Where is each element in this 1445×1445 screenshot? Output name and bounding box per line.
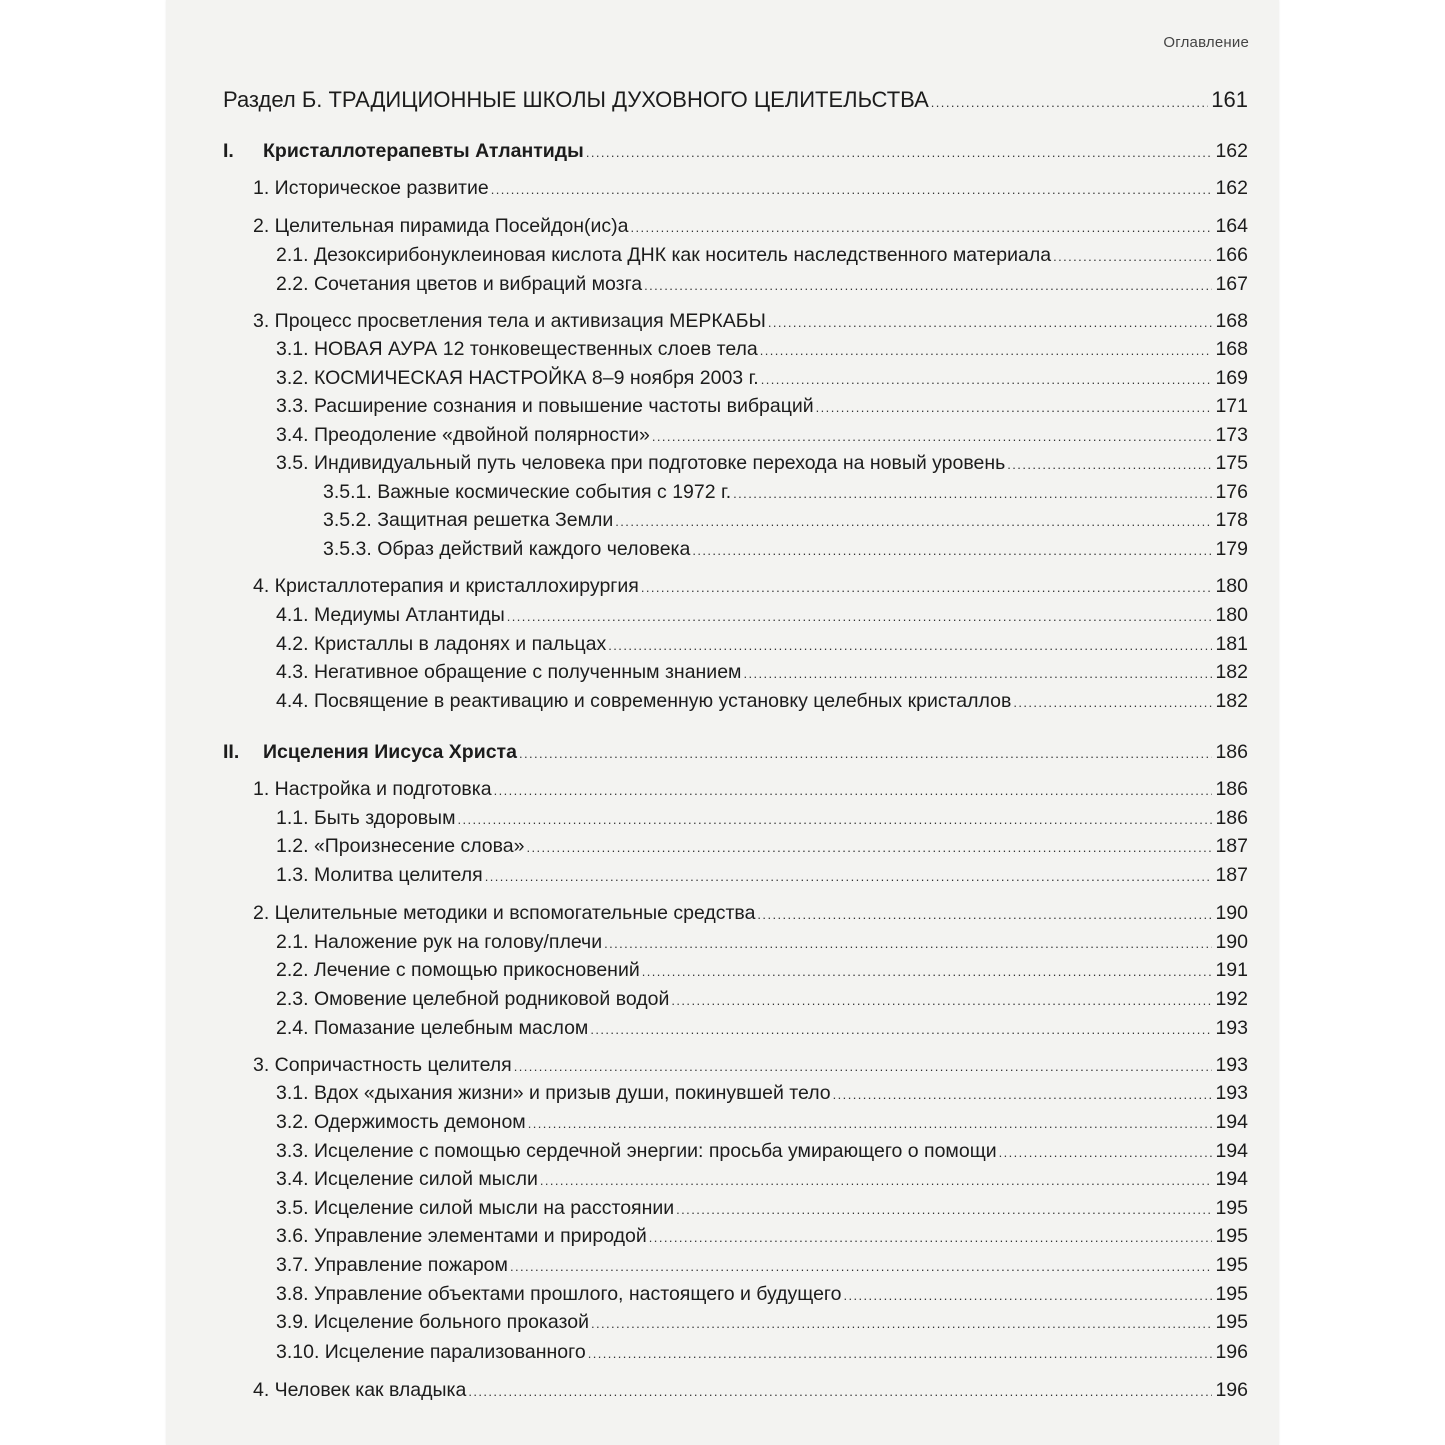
dot-leader — [1053, 245, 1212, 269]
toc-entry-page-number: 194 — [1215, 1111, 1248, 1133]
toc-entry[interactable] — [253, 574, 1248, 600]
toc-entry[interactable] — [223, 88, 1248, 115]
toc-entry-title: 3.5.3. Образ действий каждого человека — [323, 538, 691, 560]
toc-entry-number: I. — [223, 140, 234, 162]
toc-entry-title: 4.3. Негативное обращение с полученным знанием — [276, 661, 742, 683]
dot-leader — [1013, 691, 1212, 715]
dot-leader — [760, 339, 1213, 363]
dot-leader — [510, 1255, 1213, 1279]
toc-entry-page-number: 195 — [1215, 1254, 1248, 1276]
toc-entry[interactable] — [276, 603, 1248, 629]
toc-entry[interactable] — [253, 309, 1248, 335]
dot-leader — [494, 779, 1213, 803]
toc-entry-page-number: 191 — [1215, 959, 1248, 981]
toc-entry-page-number: 182 — [1215, 690, 1248, 712]
toc-entry[interactable] — [276, 1110, 1248, 1136]
dot-leader — [485, 865, 1213, 889]
toc-entry[interactable] — [276, 1016, 1248, 1042]
toc-entry-title: 4.4. Посвящение в реактивацию и современную установку целебных кристаллов — [276, 690, 1012, 712]
toc-entry-page-number: 168 — [1215, 338, 1248, 360]
toc-entry-page-number: 180 — [1215, 575, 1248, 597]
toc-entry-page-number: 196 — [1215, 1341, 1248, 1363]
toc-entry[interactable] — [253, 1053, 1248, 1079]
toc-entry-page-number: 186 — [1215, 807, 1248, 829]
toc-entry-page-number: 166 — [1215, 244, 1248, 266]
toc-entry-title: 1. Историческое развитие — [253, 177, 489, 199]
toc-entry-page-number: 190 — [1215, 931, 1248, 953]
toc-entry-page-number: 187 — [1215, 835, 1248, 857]
toc-entry-page-number: 194 — [1215, 1140, 1248, 1162]
toc-entry-page-number: 193 — [1215, 1017, 1248, 1039]
dot-leader — [642, 960, 1213, 984]
toc-entry-page-number: 162 — [1215, 140, 1248, 162]
dot-leader — [999, 1141, 1213, 1165]
toc-entry[interactable] — [276, 337, 1248, 363]
dot-leader — [843, 1284, 1212, 1308]
dot-leader — [507, 605, 1213, 629]
toc-entry-title: 3.9. Исцеление больного проказой — [276, 1311, 589, 1333]
toc-entry[interactable] — [223, 139, 1248, 165]
toc-entry-title: Раздел Б. ТРАДИЦИОННЫЕ ШКОЛЫ ДУХОВНОГО ЦЕЛИТЕЛЬСТВА — [223, 87, 929, 112]
toc-entry-page-number: 162 — [1215, 177, 1248, 199]
toc-entry[interactable] — [276, 930, 1248, 956]
toc-entry[interactable] — [276, 1139, 1248, 1165]
toc-entry-page-number: 186 — [1215, 741, 1248, 763]
dot-leader — [588, 1342, 1213, 1366]
toc-entry-page-number: 173 — [1215, 424, 1248, 446]
dot-leader — [816, 396, 1213, 420]
toc-entry-title: 2. Целительные методики и вспомогательные средства — [253, 902, 756, 924]
dot-leader — [491, 178, 1213, 202]
toc-entry[interactable] — [276, 243, 1248, 269]
toc-entry-title: 3.8. Управление объектами прошлого, настоящего и будущего — [276, 1283, 842, 1305]
toc-entry-page-number: 193 — [1215, 1082, 1248, 1104]
toc-entry[interactable] — [253, 1378, 1248, 1404]
toc-entry-title: 3.10. Исцеление парализованного — [276, 1341, 586, 1363]
toc-entry[interactable] — [276, 689, 1248, 715]
toc-entry[interactable] — [276, 1224, 1248, 1250]
dot-leader — [540, 1169, 1213, 1193]
dot-leader — [649, 1226, 1213, 1250]
toc-entry-page-number: 186 — [1215, 778, 1248, 800]
dot-leader — [692, 539, 1212, 563]
table-of-contents — [166, 0, 1279, 1445]
dot-leader — [608, 634, 1212, 658]
dot-leader — [931, 91, 1209, 115]
toc-entry-title: 3.6. Управление элементами и природой — [276, 1225, 647, 1247]
toc-entry[interactable] — [323, 480, 1248, 506]
toc-entry-title: 2. Целительная пирамида Посейдон(ис)а — [253, 215, 629, 237]
dot-leader — [591, 1312, 1212, 1336]
toc-entry-title: Кристаллотерапевты Атлантиды — [263, 140, 584, 162]
dot-leader — [757, 903, 1212, 927]
dot-leader — [676, 1198, 1212, 1222]
toc-entry[interactable] — [276, 1253, 1248, 1279]
toc-entry-page-number: 168 — [1215, 310, 1248, 332]
toc-entry[interactable] — [276, 660, 1248, 686]
toc-entry-page-number: 179 — [1215, 538, 1248, 560]
dot-leader — [761, 368, 1213, 392]
dot-leader — [641, 576, 1213, 600]
dot-leader — [768, 311, 1213, 335]
dot-leader — [733, 482, 1212, 506]
toc-entry[interactable] — [276, 834, 1248, 860]
dot-leader — [743, 662, 1212, 686]
toc-entry-page-number: 180 — [1215, 604, 1248, 626]
toc-entry[interactable] — [253, 214, 1248, 240]
toc-entry-title: 4. Кристаллотерапия и кристаллохирургия — [253, 575, 639, 597]
toc-entry-page-number: 182 — [1215, 661, 1248, 683]
toc-entry-page-number: 195 — [1215, 1197, 1248, 1219]
toc-entry[interactable] — [276, 1282, 1248, 1308]
toc-entry-page-number: 187 — [1215, 864, 1248, 886]
toc-entry-page-number: 195 — [1215, 1311, 1248, 1333]
dot-leader — [514, 1055, 1213, 1079]
toc-entry-title: 3.3. Исцеление с помощью сердечной энергии: просьба умирающего о помощи — [276, 1140, 997, 1162]
toc-entry-page-number: 176 — [1215, 481, 1248, 503]
toc-entry-title: 3.5.1. Важные космические события с 1972 г. — [323, 481, 732, 503]
toc-entry-title: 1.3. Молитва целителя — [276, 864, 483, 886]
dot-leader — [526, 836, 1212, 860]
toc-entry[interactable] — [276, 1340, 1248, 1366]
toc-entry[interactable] — [276, 423, 1248, 449]
toc-entry-title: 3.2. КОСМИЧЕСКАЯ НАСТРОЙКА 8–9 ноября 2003 г. — [276, 367, 759, 389]
dot-leader — [528, 1112, 1213, 1136]
toc-entry-title: 2.2. Сочетания цветов и вибраций мозга — [276, 273, 643, 295]
toc-entry[interactable] — [276, 987, 1248, 1013]
toc-entry-title: 3.1. НОВАЯ АУРА 12 тонковещественных слоев тела — [276, 338, 758, 360]
toc-entry-title: 2.4. Помазание целебным маслом — [276, 1017, 589, 1039]
toc-entry-title: 3.4. Преодоление «двойной полярности» — [276, 424, 650, 446]
toc-entry[interactable] — [253, 777, 1248, 803]
dot-leader — [631, 216, 1213, 240]
toc-entry-page-number: 171 — [1215, 395, 1248, 417]
toc-entry-page-number: 194 — [1215, 1168, 1248, 1190]
toc-entry-title: 3.5.2. Защитная решетка Земли — [323, 509, 614, 531]
toc-entry-title: 3. Сопричастность целителя — [253, 1054, 512, 1076]
toc-entry-title: 4. Человек как владыка — [253, 1379, 467, 1401]
dot-leader — [671, 989, 1212, 1013]
toc-entry-title: Исцеления Иисуса Христа — [263, 741, 517, 763]
toc-entry-page-number: 196 — [1215, 1379, 1248, 1401]
dot-leader — [590, 1018, 1212, 1042]
toc-entry-title: 2.3. Омовение целебной родниковой водой — [276, 988, 670, 1010]
toc-entry-title: 1. Настройка и подготовка — [253, 778, 492, 800]
toc-entry-title: 3.2. Одержимость демоном — [276, 1111, 526, 1133]
toc-entry-page-number: 175 — [1215, 452, 1248, 474]
toc-entry[interactable] — [276, 272, 1248, 298]
dot-leader — [644, 274, 1212, 298]
toc-entry-title: 1.1. Быть здоровым — [276, 807, 456, 829]
toc-entry-title: 3. Процесс просветления тела и активизация МЕРКАБЫ — [253, 310, 766, 332]
toc-entry-page-number: 181 — [1215, 633, 1248, 655]
toc-entry[interactable] — [323, 537, 1248, 563]
toc-entry[interactable] — [276, 1081, 1248, 1107]
dot-leader — [604, 932, 1212, 956]
toc-entry-title: 1.2. «Произнесение слова» — [276, 835, 525, 857]
toc-entry-title: 3.5. Индивидуальный путь человека при подготовке перехода на новый уровень — [276, 452, 1006, 474]
toc-entry[interactable] — [253, 176, 1248, 202]
toc-entry-page-number: 190 — [1215, 902, 1248, 924]
toc-entry-title: 2.2. Лечение с помощью прикосновений — [276, 959, 640, 981]
dot-leader — [1007, 453, 1212, 477]
dot-leader — [652, 425, 1213, 449]
dot-leader — [519, 742, 1213, 766]
toc-entry-title: 4.2. Кристаллы в ладонях и пальцах — [276, 633, 607, 655]
toc-entry[interactable] — [276, 451, 1248, 477]
toc-entry[interactable] — [323, 508, 1248, 534]
toc-entry[interactable] — [276, 394, 1248, 420]
book-page — [166, 0, 1279, 1445]
toc-entry[interactable] — [276, 806, 1248, 832]
toc-entry-page-number: 195 — [1215, 1283, 1248, 1305]
toc-entry-page-number: 193 — [1215, 1054, 1248, 1076]
toc-entry[interactable] — [276, 1196, 1248, 1222]
toc-entry-title: 4.1. Медиумы Атлантиды — [276, 604, 505, 626]
toc-entry[interactable] — [276, 366, 1248, 392]
toc-entry-title: 3.4. Исцеление силой мысли — [276, 1168, 538, 1190]
dot-leader — [457, 808, 1212, 832]
toc-entry-number: II. — [223, 741, 240, 763]
toc-entry-title: 3.5. Исцеление силой мысли на расстоянии — [276, 1197, 675, 1219]
toc-entry-title: 3.7. Управление пожаром — [276, 1254, 508, 1276]
dot-leader — [586, 141, 1213, 165]
toc-entry-page-number: 169 — [1215, 367, 1248, 389]
toc-entry-title: 2.1. Наложение рук на голову/плечи — [276, 931, 603, 953]
dot-leader — [615, 510, 1212, 534]
toc-entry[interactable] — [223, 740, 1248, 766]
running-head: Оглавление — [1163, 34, 1249, 51]
toc-entry[interactable] — [276, 1167, 1248, 1193]
toc-entry-page-number: 161 — [1211, 87, 1248, 112]
toc-entry-page-number: 192 — [1215, 988, 1248, 1010]
dot-leader — [833, 1083, 1213, 1107]
toc-entry[interactable] — [276, 958, 1248, 984]
toc-entry-page-number: 178 — [1215, 509, 1248, 531]
toc-entry[interactable] — [276, 632, 1248, 658]
toc-entry[interactable] — [253, 901, 1248, 927]
toc-entry-page-number: 167 — [1215, 273, 1248, 295]
toc-entry[interactable] — [276, 1310, 1248, 1336]
toc-entry-title: 3.1. Вдох «дыхания жизни» и призыв души, покинувшей тело — [276, 1082, 831, 1104]
toc-entry-title: 3.3. Расширение сознания и повышение частоты вибраций — [276, 395, 814, 417]
dot-leader — [468, 1380, 1212, 1404]
toc-entry-page-number: 164 — [1215, 215, 1248, 237]
toc-entry-title: 2.1. Дезоксирибонуклеиновая кислота ДНК как носитель наследственного материала — [276, 244, 1052, 266]
toc-entry-page-number: 195 — [1215, 1225, 1248, 1247]
toc-entry[interactable] — [276, 863, 1248, 889]
